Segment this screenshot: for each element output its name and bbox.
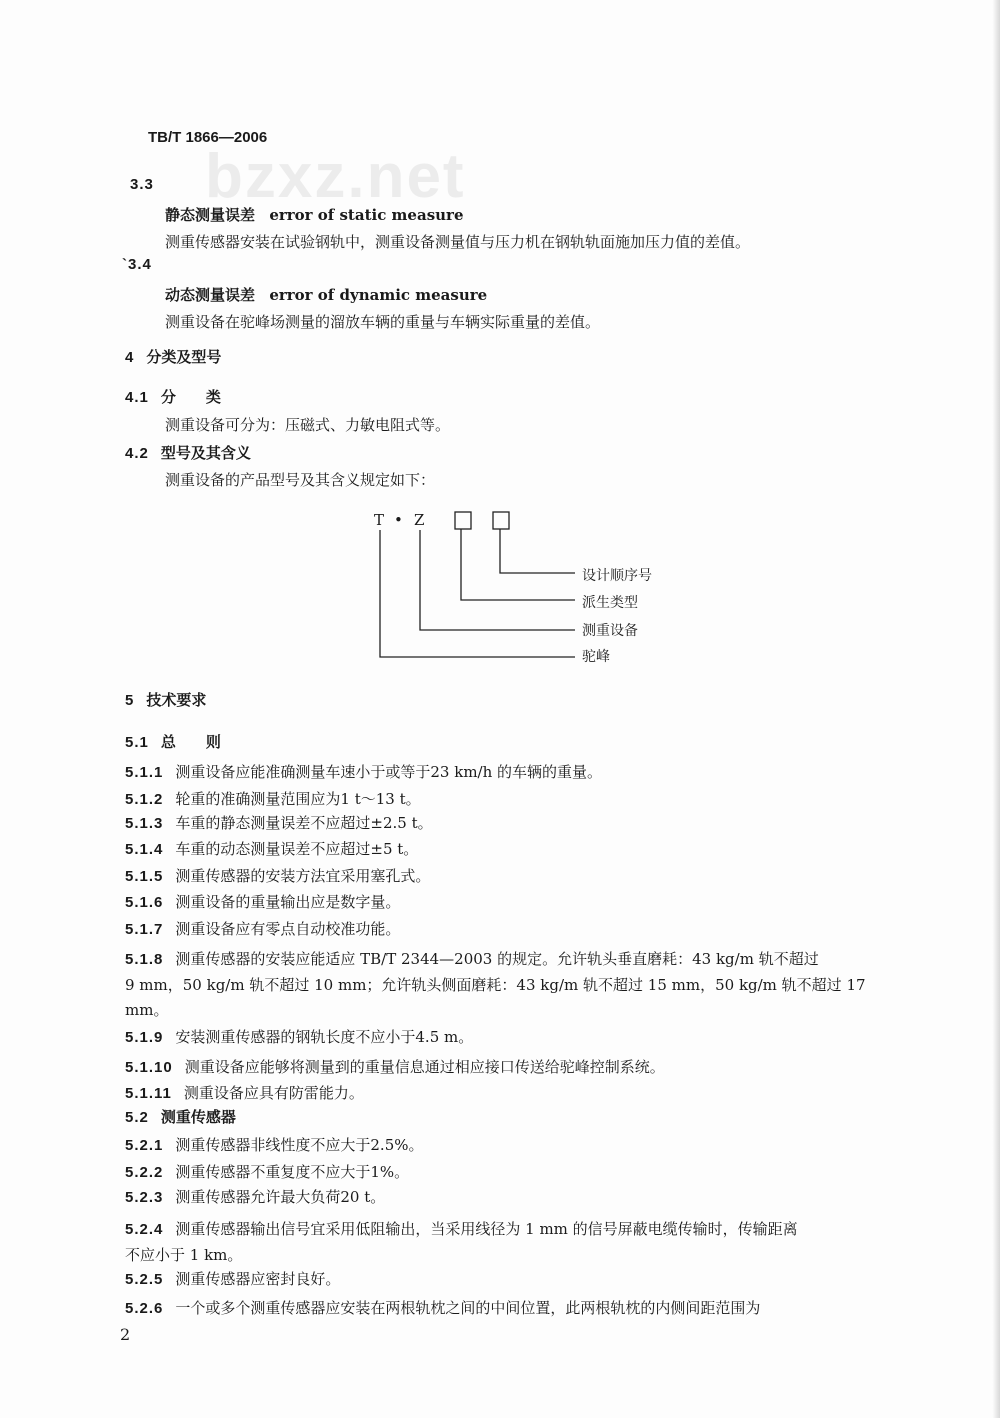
sequence-number-box: [493, 512, 509, 529]
title: 分 类: [160, 388, 221, 406]
label-weighing-device: 测重设备: [582, 623, 638, 639]
section-5-1-heading: [125, 732, 221, 753]
code-letter-t: T: [374, 511, 385, 529]
list-item: [125, 949, 819, 970]
term-en: error of static measure: [269, 206, 464, 224]
item-number: 5.1.2: [125, 791, 164, 808]
item-number: 5.1.6: [125, 894, 164, 911]
list-item: [125, 1057, 665, 1078]
section-5-heading: [125, 690, 206, 711]
list-item: [125, 762, 602, 783]
list-item: [125, 789, 421, 810]
list-item: [125, 919, 400, 940]
label-hump: 驼峰: [582, 649, 610, 665]
list-item: [125, 1269, 340, 1290]
term-zh: 静态测量误差: [165, 206, 256, 224]
item-number: 5.1.5: [125, 868, 164, 885]
number: 5.1: [125, 734, 149, 751]
code-dot: •: [394, 511, 403, 529]
list-item: [125, 839, 418, 860]
leader-line-derived: [461, 529, 575, 600]
item-text: 测重传感器允许最大负荷20 t。: [175, 1188, 386, 1206]
page-number: 2: [120, 1325, 131, 1344]
list-item: [125, 813, 433, 834]
section-4-1-text: 测重设备可分为：压磁式、力敏电阻式等。: [165, 416, 451, 434]
item-text: 测重传感器不重复度不应大于1%。: [175, 1163, 410, 1181]
leader-line-hump: [380, 530, 575, 657]
list-item: [125, 1083, 364, 1104]
term-en: error of dynamic measure: [269, 286, 488, 304]
leader-line-device: [420, 530, 575, 630]
item-number: 5.1.4: [125, 841, 164, 858]
item-number: 5.1.3: [125, 815, 164, 832]
item-number: 5.1.8: [125, 951, 164, 968]
item-text: 安装测重传感器的钢轨长度不应小于4.5 m。: [175, 1028, 474, 1046]
title: 型号及其含义: [160, 444, 251, 462]
item-text: 一个或多个测重传感器应安装在两根轨枕之间的中间位置，此两根轨枕的内侧间距范围为: [175, 1299, 761, 1317]
item-number: 5.2.6: [125, 1300, 164, 1317]
leader-line-sequence: [500, 529, 575, 573]
term-zh: 动态测量误差: [165, 286, 256, 304]
title: 总 则: [160, 733, 221, 751]
list-item: [125, 1107, 236, 1128]
item-text: 测重传感器的安装方法宜采用塞孔式。: [175, 867, 431, 885]
watermark: bzxz.net: [205, 142, 466, 211]
item-text: 测重传感器应密封良好。: [175, 1270, 341, 1288]
item-text: mm。: [125, 1001, 169, 1019]
model-code-diagram: [0, 0, 1000, 700]
item-number: 5.1.7: [125, 921, 164, 938]
item-text: 测重传感器非线性度不应大于2.5%。: [175, 1136, 424, 1154]
item-text: 测重设备应能准确测量车速小于或等于23 km/h 的车辆的重量。: [175, 763, 603, 781]
derived-type-box: [455, 512, 471, 529]
item-number: 5.2.3: [125, 1189, 164, 1206]
label-sequence-number: 设计顺序号: [582, 568, 652, 584]
list-item: [125, 1162, 409, 1183]
item-number: 5.2.2: [125, 1164, 164, 1181]
list-item: [125, 975, 866, 995]
section-3-4-definition: 测重设备在驼峰场测量的溜放车辆的重量与车辆实际重量的差值。: [165, 313, 601, 331]
item-number: 5.1.10: [125, 1059, 173, 1076]
item-text: 不应小于 1 km。: [125, 1246, 243, 1264]
number: 4.1: [125, 389, 149, 406]
section-3-3-definition: 测重传感器安装在试验钢轨中，测重设备测量值与压力机在钢轨轨面施加压力值的差值。: [165, 233, 751, 251]
item-text: 测重传感器输出信号宜采用低阻输出，当采用线径为 1 mm 的信号屏蔽电缆传输时，传输距离: [175, 1220, 798, 1238]
number: 4.2: [125, 445, 149, 462]
list-item: [125, 1298, 760, 1319]
item-text: 测重传感器的安装应能适应 TB/T 2344—2003 的规定。允许轨头垂直磨耗：43 kg/m 轨不超过: [175, 950, 819, 968]
item-text: 测重设备应具有防雷能力。: [183, 1084, 364, 1102]
section-3-3-number: 3.3: [130, 176, 154, 193]
item-text: 轮重的准确测量范围应为1 t～13 t。: [175, 790, 421, 808]
list-item: [125, 1135, 424, 1156]
section-3-4-number: `3.4: [122, 256, 152, 273]
item-number: 5.2.5: [125, 1271, 164, 1288]
item-number: 5.2.4: [125, 1221, 164, 1238]
label-derived-type: 派生类型: [582, 595, 638, 611]
list-item: [125, 892, 400, 913]
list-item: [125, 1187, 385, 1208]
title: 技术要求: [146, 691, 207, 709]
list-item: [125, 1000, 168, 1020]
code-letter-z: Z: [414, 511, 425, 529]
item-number: 5.2: [125, 1109, 149, 1126]
item-text: 测重传感器: [160, 1108, 236, 1126]
item-text: 测重设备应能够将测量到的重量信息通过相应接口传送给驼峰控制系统。: [184, 1058, 665, 1076]
list-item: [125, 866, 430, 887]
item-number: 5.2.1: [125, 1137, 164, 1154]
item-text: 9 mm，50 kg/m 轨不超过 10 mm；允许轨头侧面磨耗：43 kg/m 轨不超过 15 mm，50 kg/m 轨不超过 17: [125, 976, 866, 994]
standard-header: TB/T 1866—2006: [148, 129, 268, 146]
item-number: 5.1.1: [125, 764, 164, 781]
item-text: 车重的静态测量误差不应超过±2.5 t。: [175, 814, 433, 832]
item-text: 测重设备应有零点自动校准功能。: [175, 920, 401, 938]
item-text: 测重设备的重量输出应是数字量。: [175, 893, 401, 911]
item-number: 5.1.11: [125, 1085, 172, 1102]
item-number: 5.1.9: [125, 1029, 164, 1046]
list-item: [125, 1245, 242, 1265]
title: 分类及型号: [146, 348, 222, 366]
list-item: [125, 1219, 798, 1240]
number: 5: [125, 692, 135, 709]
section-4-2-text: 测重设备的产品型号及其含义规定如下：: [165, 471, 436, 489]
list-item: [125, 1027, 473, 1048]
number: 4: [125, 349, 135, 366]
item-text: 车重的动态测量误差不应超过±5 t。: [175, 840, 419, 858]
